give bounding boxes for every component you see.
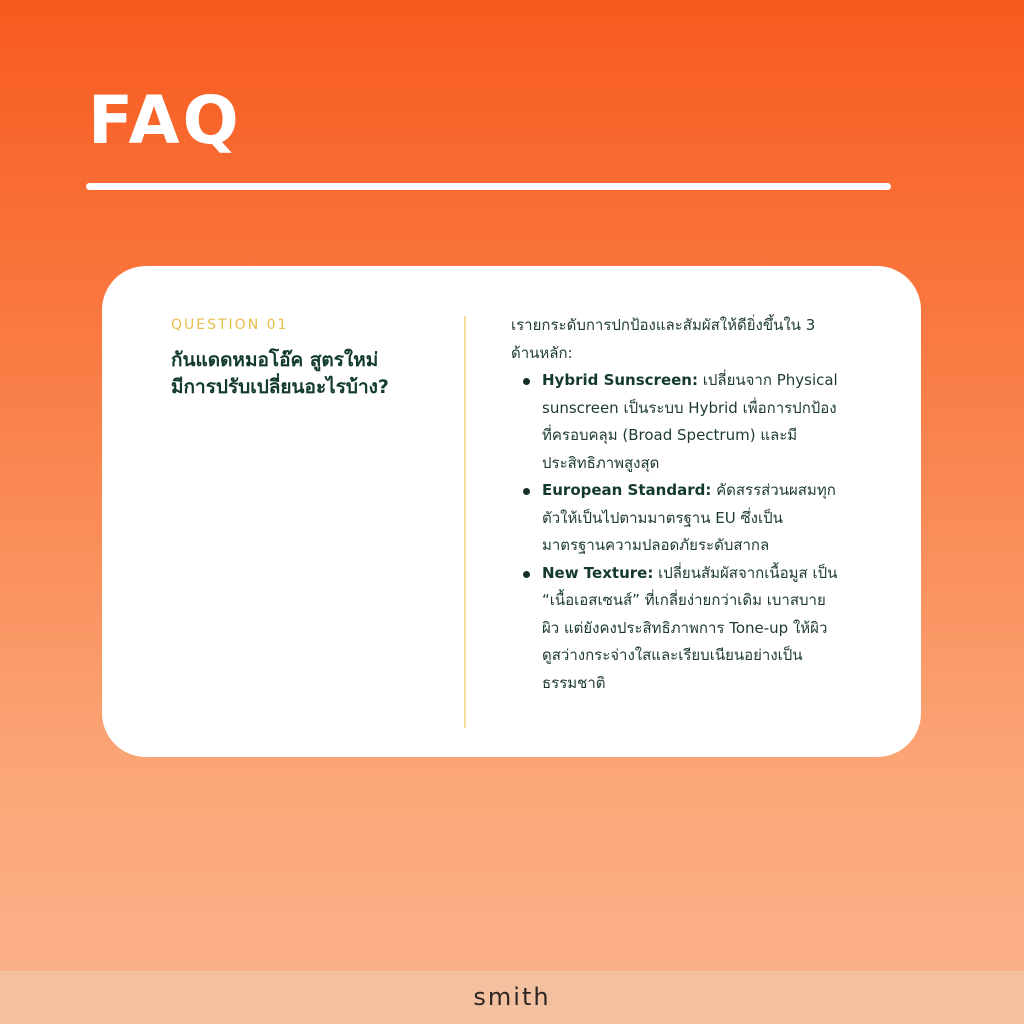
point-text: เปลี่ยนจาก Physical (697, 371, 838, 389)
answer-point-list (511, 367, 881, 697)
answer-intro (511, 312, 881, 367)
bullet-icon (523, 571, 530, 578)
point-text-line: มาตรฐานความปลอดภัยระดับสากล (542, 536, 770, 554)
point-text-line: ตัวให้เป็นไปตามมาตรฐาน EU ซึ่งเป็น (542, 508, 783, 527)
bullet-icon (523, 488, 530, 495)
point-text-line: ดูสว่างกระจ่างใสและเรียบเนียนอย่างเป็น (542, 646, 803, 664)
answer-intro-line: เรายกระดับการปกป้องและสัมผัสให้ดียิ่งขึ้นใน 3 (511, 316, 816, 334)
bullet-icon (523, 378, 530, 385)
answer-point (511, 560, 881, 698)
point-text-line: ที่ครอบคลุม (Broad Spectrum) และมี (542, 426, 798, 444)
answer-point (511, 367, 881, 477)
point-text-line: ผิว แต่ยังคงประสิทธิภาพการ Tone-up ให้ผิว (542, 618, 828, 637)
page-title: FAQ (88, 82, 242, 159)
point-text-line: ธรรมชาติ (542, 673, 606, 692)
point-text: เปลี่ยนสัมผัสจากเนื้อมูส เป็น (653, 563, 838, 582)
point-text-line: sunscreen เป็นระบบ Hybrid เพื่อการปกป้อง (542, 398, 837, 417)
question-line: กันแดดหมอโอ๊ค สูตรใหม่ (171, 349, 379, 371)
answer-intro-line: ด้านหลัก: (511, 343, 573, 362)
question-line: มีการปรับเปลี่ยนอะไรบ้าง? (171, 376, 389, 398)
answer-text (511, 312, 881, 697)
point-term: Hybrid Sunscreen: (542, 371, 698, 389)
column-divider (464, 316, 466, 728)
question-text (171, 347, 441, 401)
footer-band (0, 971, 1024, 1024)
point-term: European Standard: (542, 481, 712, 499)
faq-card (102, 266, 921, 757)
answer-point (511, 477, 881, 560)
question-label: QUESTION 01 (171, 317, 289, 333)
point-text-line: “เนื้อเอสเซนส์” ที่เกลี่ยง่ายกว่าเดิม เบาสบาย (542, 591, 826, 609)
point-text-line: ประสิทธิภาพสูงสุด (542, 453, 660, 472)
point-text: คัดสรรส่วนผสมทุก (711, 481, 836, 499)
point-term: New Texture: (542, 563, 654, 582)
title-underline (86, 183, 891, 190)
brand-logo: smith (473, 983, 551, 1011)
